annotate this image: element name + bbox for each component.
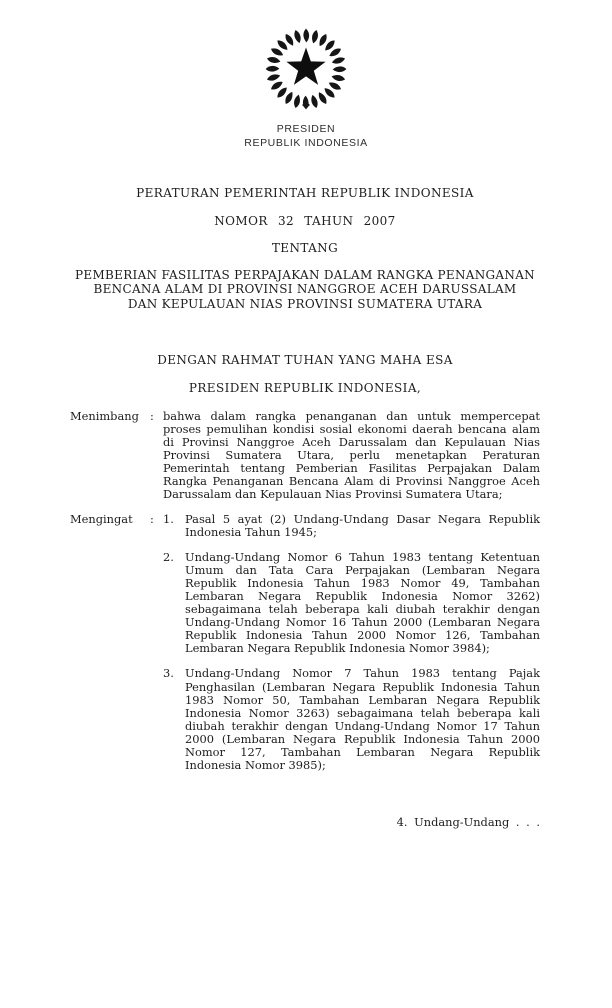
mengingat-label: Mengingat — [70, 511, 133, 526]
mengingat-items — [163, 513, 540, 773]
item-number: 2. — [163, 549, 174, 564]
item-number: 1. — [163, 511, 174, 526]
list-item — [163, 667, 540, 772]
star-icon — [286, 48, 325, 85]
catchword: 4. Undang-Undang . . . — [396, 815, 540, 830]
presidential-star-wreath-seal-icon — [263, 26, 349, 112]
letterhead-presiden: PRESIDEN — [276, 123, 336, 135]
mengingat-colon: : — [150, 511, 154, 526]
item-text: Undang-Undang Nomor 6 Tahun 1983 tentang Ketentuan Umum dan Tata Cara Perpajakan (Lembaran Negara Republik Indonesia Tahun 1983 Nomor 49, Tambahan Lembaran Negara Republik Indonesia Nomor 3262) sebagaimana telah beberapa kali diubah terakhir dengan Undang-Undang Nomor 16 Tahun 2000 (Lembaran Negara Republik Indonesia Tahun 2000 Nomor 126, Tambahan Lembaran Negara Republik Indonesia Nomor 3984); — [185, 549, 540, 656]
regulation-title: PERATURAN PEMERINTAH REPUBLIK INDONESIA — [136, 186, 474, 200]
letterhead — [0, 123, 612, 150]
item-text: Pasal 5 ayat (2) Undang-Undang Dasar Negara Republik Indonesia Tahun 1945; — [185, 511, 540, 539]
subject-line-3: DAN KEPULAUAN NIAS PROVINSI SUMATERA UTARA — [127, 296, 483, 311]
menimbang-text: bahwa dalam rangka penanganan dan untuk mempercepat proses pemulihan kondisi sosial ekonomi daerah bencana alam di Provinsi Nanggroe Aceh Darussalam dan Kepulauan Nias Provinsi Sumatera Utara, perlu menetapkan Peraturan Pemerintah tentang Pemberian Fasilitas Perpajakan Dalam Rangka Penanganan Bencana Alam di Provinsi Nanggroe Aceh Darussalam dan Kepulauan Nias Provinsi Sumatera Utara; — [163, 408, 540, 502]
authority-line: PRESIDEN REPUBLIK INDONESIA, — [188, 380, 422, 395]
regulation-number: NOMOR 32 TAHUN 2007 — [214, 214, 396, 228]
item-text: Undang-Undang Nomor 7 Tahun 1983 tentang Pajak Penghasilan (Lembaran Negara Republik Indonesia Tahun 1983 Nomor 50, Tambahan Lembaran Negara Republik Indonesia Nomor 3263) sebagaimana telah beberapa kali diubah terakhir dengan Undang-Undang Nomor 17 Tahun 2000 (Lembaran Negara Republik Indonesia Tahun 2000 Nomor 127, Tambahan Lembaran Negara Republik Indonesia Nomor 3985); — [185, 666, 540, 773]
list-item — [163, 551, 540, 656]
regulation-subject — [70, 268, 540, 311]
subject-line-2: BENCANA ALAM DI PROVINSI NANGGROE ACEH DARUSSALAM — [93, 282, 517, 297]
document-body — [0, 187, 612, 829]
emblem-block — [0, 26, 612, 116]
subject-line-1: PEMBERIAN FASILITAS PERPAJAKAN DALAM RANGKA PENANGANAN — [75, 268, 535, 282]
letterhead-republik-indonesia: REPUBLIK INDONESIA — [244, 136, 368, 149]
tentang-label: TENTANG — [271, 241, 339, 255]
mengingat-section — [70, 513, 540, 773]
item-number: 3. — [163, 666, 174, 681]
menimbang-label: Menimbang — [70, 408, 139, 423]
menimbang-colon: : — [150, 408, 154, 423]
menimbang-section — [70, 410, 540, 502]
invocation-line: DENGAN RAHMAT TUHAN YANG MAHA ESA — [157, 352, 453, 367]
list-item — [163, 513, 540, 539]
